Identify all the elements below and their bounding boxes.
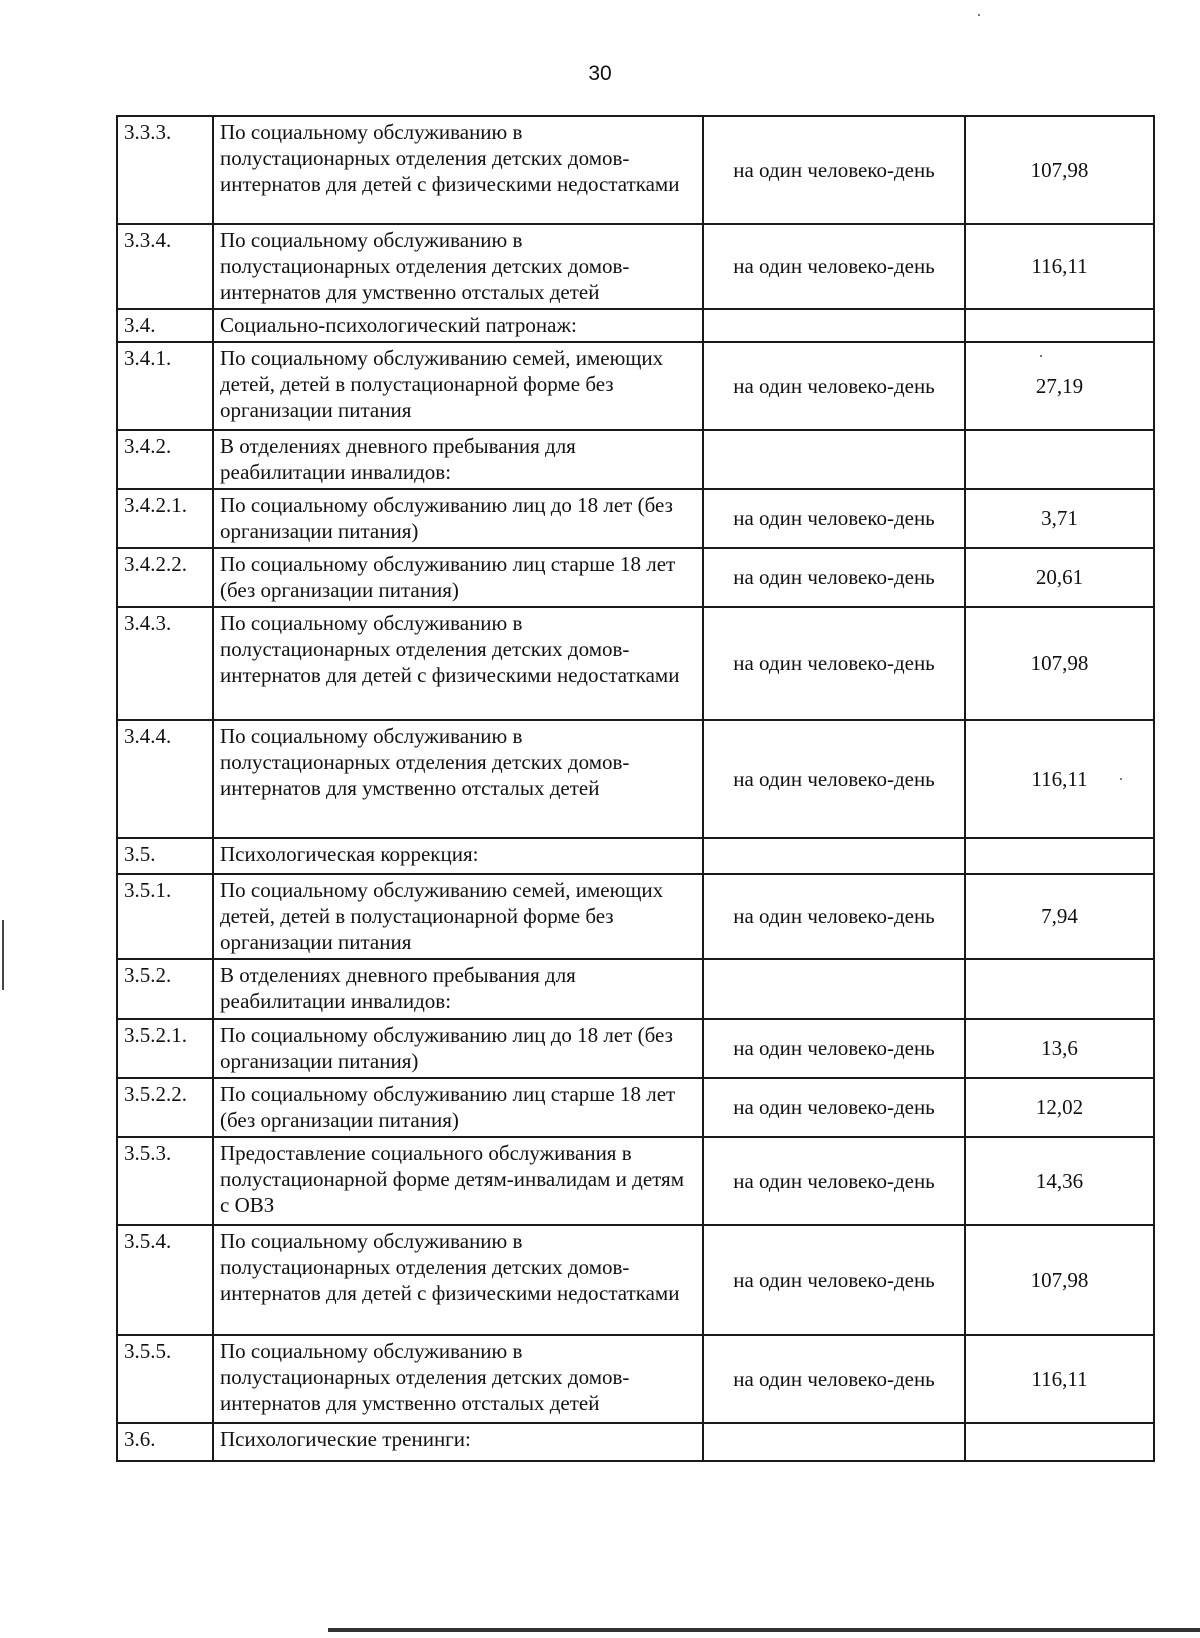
scan-speck [1040, 355, 1042, 357]
row-number: 3.3.4. [117, 224, 213, 309]
unit-cell: на один человеко-день [703, 548, 965, 607]
row-number: 3.5.2. [117, 959, 213, 1019]
table-row [117, 720, 1154, 838]
unit-cell: на один человеко-день [703, 116, 965, 224]
table-row [117, 874, 1154, 959]
tariff-value: 116,11 [965, 224, 1154, 309]
unit-cell: на один человеко-день [703, 607, 965, 720]
table-row [117, 1078, 1154, 1137]
row-number: 3.5.5. [117, 1335, 213, 1423]
row-number: 3.4.2. [117, 430, 213, 489]
unit-cell [703, 959, 965, 1019]
scan-bottom-line [328, 1628, 1200, 1632]
page-number: 30 [588, 62, 612, 85]
table-row [117, 342, 1154, 430]
service-name: По социальному обслуживанию в полустационарных отделения детских домов-интернатов для умственно отсталых детей [213, 224, 703, 309]
service-name: По социальному обслуживанию лиц до 18 лет (без организации питания) [213, 1019, 703, 1078]
unit-cell [703, 430, 965, 489]
scan-speck [1120, 778, 1122, 780]
service-name: По социальному обслуживанию в полустационарных отделения детских домов-интернатов для умственно отсталых детей [213, 720, 703, 838]
table-row [117, 607, 1154, 720]
tariff-value: 27,19 [965, 342, 1154, 430]
tariff-value: 107,98 [965, 116, 1154, 224]
unit-cell: на один человеко-день [703, 720, 965, 838]
row-number: 3.5.4. [117, 1225, 213, 1335]
tariff-table [116, 115, 1155, 1462]
tariff-value [965, 838, 1154, 874]
unit-cell [703, 838, 965, 874]
section-title: В отделениях дневного пребывания для реабилитации инвалидов: [213, 959, 703, 1019]
service-name: Предоставление социального обслуживания в полустационарной форме детям-инвалидам и детям с ОВЗ [213, 1137, 703, 1225]
tariff-value: 13,6 [965, 1019, 1154, 1078]
service-name: По социальному обслуживанию лиц старше 18 лет (без организации питания) [213, 1078, 703, 1137]
row-number: 3.6. [117, 1423, 213, 1461]
table-row [117, 1335, 1154, 1423]
table-row [117, 1019, 1154, 1078]
section-title: В отделениях дневного пребывания для реабилитации инвалидов: [213, 430, 703, 489]
table-row [117, 959, 1154, 1019]
tariff-value: 20,61 [965, 548, 1154, 607]
service-name: По социальному обслуживанию семей, имеющих детей, детей в полустационарной форме без организации питания [213, 874, 703, 959]
row-number: 3.5. [117, 838, 213, 874]
tariff-value: 14,36 [965, 1137, 1154, 1225]
unit-cell: на один человеко-день [703, 1137, 965, 1225]
row-number: 3.4. [117, 309, 213, 342]
row-number: 3.5.1. [117, 874, 213, 959]
table-row [117, 309, 1154, 342]
service-name: По социальному обслуживанию в полустационарных отделения детских домов-интернатов для детей с физическими недостатками [213, 116, 703, 224]
unit-cell: на один человеко-день [703, 1335, 965, 1423]
row-number: 3.4.4. [117, 720, 213, 838]
tariff-value: 116,11 [965, 720, 1154, 838]
unit-cell: на один человеко-день [703, 1078, 965, 1137]
row-number: 3.4.1. [117, 342, 213, 430]
row-number: 3.4.2.2. [117, 548, 213, 607]
service-name: По социальному обслуживанию лиц старше 18 лет (без организации питания) [213, 548, 703, 607]
scan-speck [978, 14, 980, 16]
unit-cell: на один человеко-день [703, 342, 965, 430]
tariff-value: 7,94 [965, 874, 1154, 959]
service-name: По социальному обслуживанию семей, имеющих детей, детей в полустационарной форме без организации питания [213, 342, 703, 430]
unit-cell: на один человеко-день [703, 489, 965, 548]
tariff-value: 12,02 [965, 1078, 1154, 1137]
service-name: По социальному обслуживанию в полустационарных отделения детских домов-интернатов для детей с физическими недостатками [213, 1225, 703, 1335]
row-number: 3.5.3. [117, 1137, 213, 1225]
table-row [117, 1137, 1154, 1225]
section-title: Социально-психологический патронаж: [213, 309, 703, 342]
service-name: По социальному обслуживанию лиц до 18 лет (без организации питания) [213, 489, 703, 548]
tariff-value [965, 309, 1154, 342]
unit-cell: на один человеко-день [703, 874, 965, 959]
table-row [117, 1423, 1154, 1461]
table-row [117, 838, 1154, 874]
tariff-value [965, 959, 1154, 1019]
tariff-value: 107,98 [965, 1225, 1154, 1335]
tariff-value: 107,98 [965, 607, 1154, 720]
table-row [117, 548, 1154, 607]
service-name: По социальному обслуживанию в полустационарных отделения детских домов-интернатов для умственно отсталых детей [213, 1335, 703, 1423]
section-title: Психологическая коррекция: [213, 838, 703, 874]
scan-edge-mark [2, 920, 4, 990]
unit-cell: на один человеко-день [703, 224, 965, 309]
tariff-value: 116,11 [965, 1335, 1154, 1423]
unit-cell: на один человеко-день [703, 1225, 965, 1335]
row-number: 3.4.3. [117, 607, 213, 720]
table-row [117, 430, 1154, 489]
tariff-value: 3,71 [965, 489, 1154, 548]
tariff-value [965, 430, 1154, 489]
section-title: Психологические тренинги: [213, 1423, 703, 1461]
row-number: 3.4.2.1. [117, 489, 213, 548]
table-row [117, 1225, 1154, 1335]
unit-cell [703, 309, 965, 342]
tariff-value [965, 1423, 1154, 1461]
unit-cell: на один человеко-день [703, 1019, 965, 1078]
table-row [117, 489, 1154, 548]
table-row [117, 224, 1154, 309]
row-number: 3.5.2.2. [117, 1078, 213, 1137]
unit-cell [703, 1423, 965, 1461]
service-name: По социальному обслуживанию в полустационарных отделения детских домов-интернатов для детей с физическими недостатками [213, 607, 703, 720]
table-row [117, 116, 1154, 224]
row-number: 3.3.3. [117, 116, 213, 224]
row-number: 3.5.2.1. [117, 1019, 213, 1078]
